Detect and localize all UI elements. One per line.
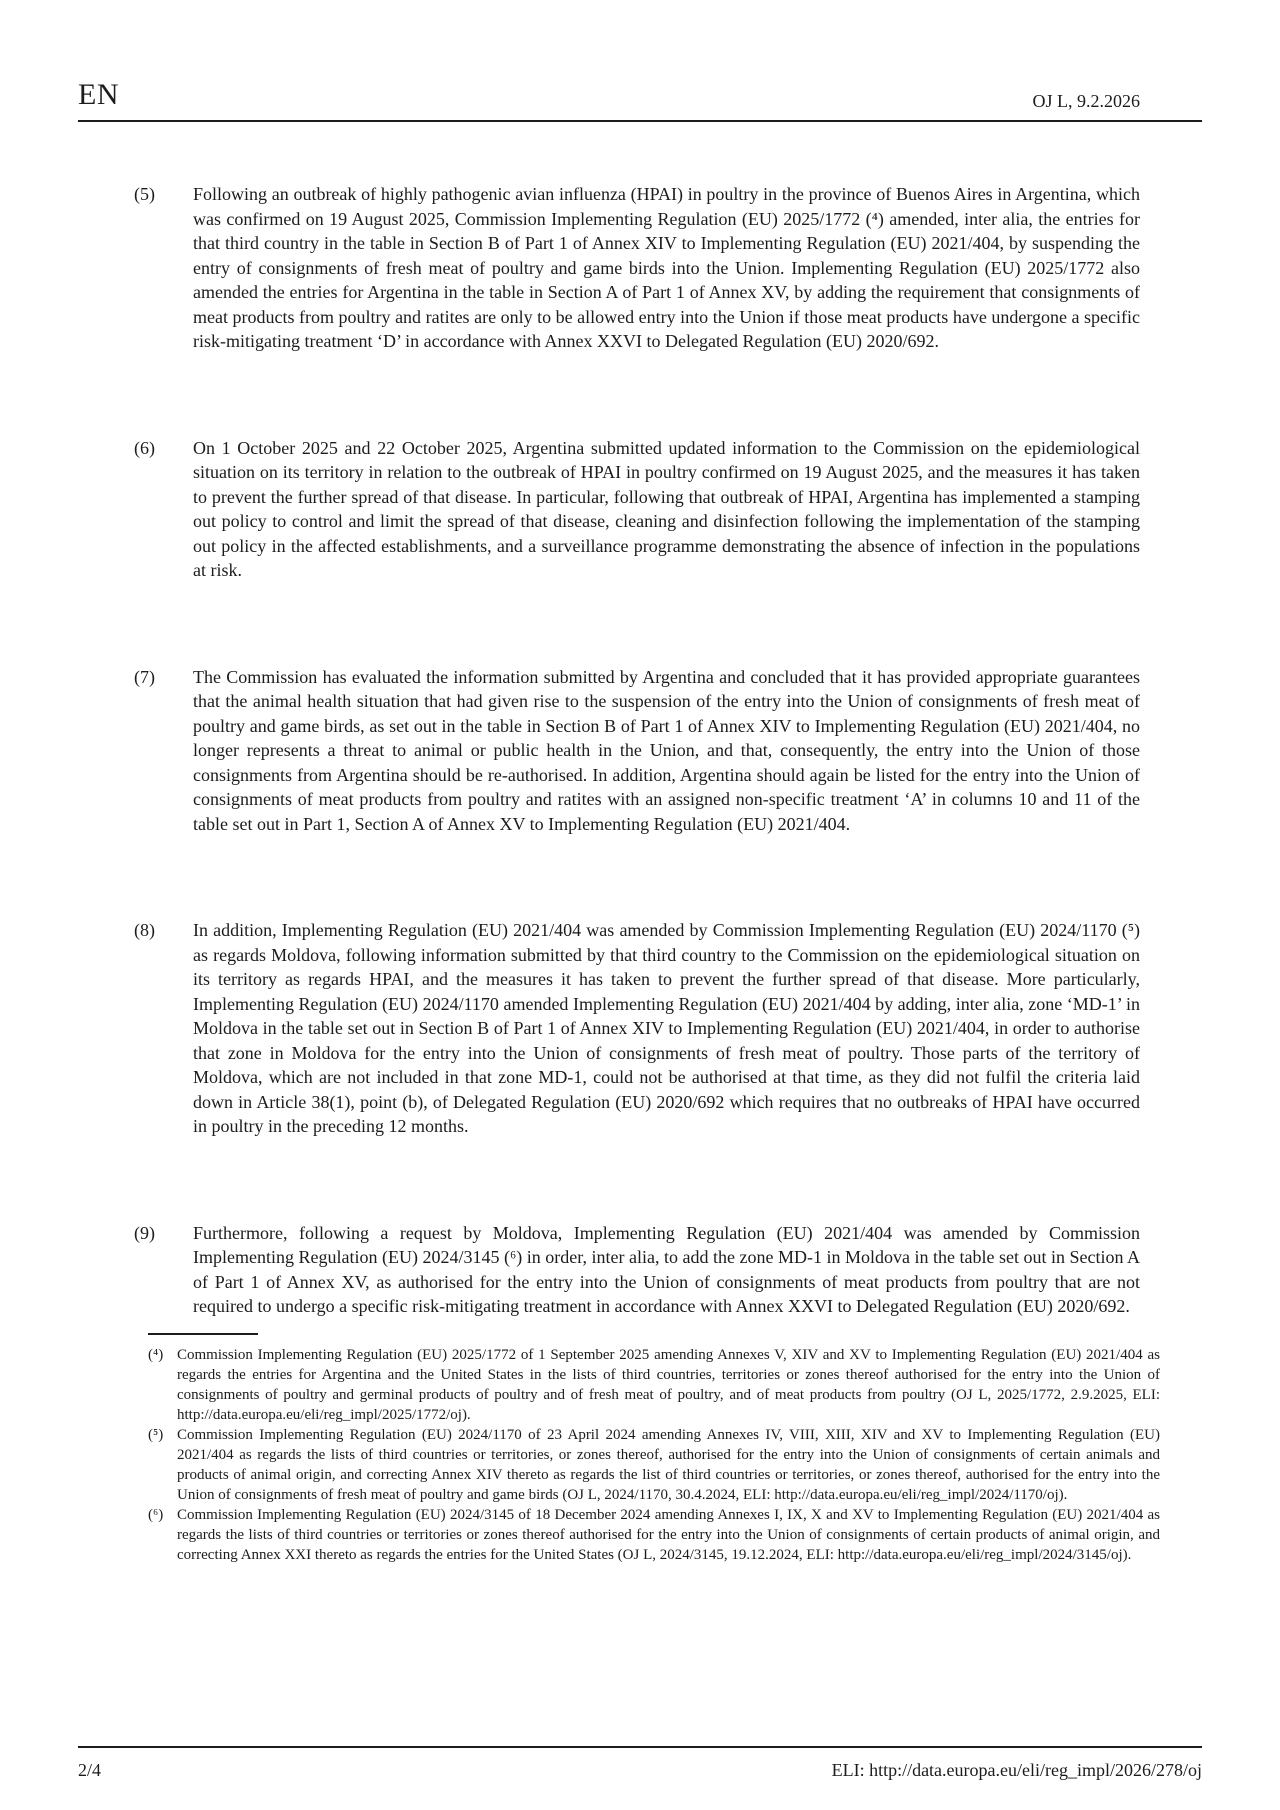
- recital-text-segment: amended, inter alia, the entries for that third country in the table in Section B of Part 1 of Annex XIV to Implementing Regulation (EU) 2021/404, by suspending the entry of consignments of fresh meat of poultry and game birds into the Union. Implementing Regulation (EU) 2025/1772 also amended the entries for Argentina in the table in Section A of Part 1 of Annex XV, by adding the requirement that consignments of meat products from poultry and ratites are only to be allowed entry into the Union if those meat products have undergone a specific risk-mitigating treatment ‘D’ in accordance with Annex XXVI to Delegated Regulation (EU) 2020/692.: [193, 208, 1140, 351]
- recital-number: (9): [134, 1222, 155, 1243]
- recital-text-segment: The Commission has evaluated the information submitted by Argentina and concluded that it has provided appropriate guarantees that the animal health situation that had given rise to the suspension of the entry into the Union of consignments of fresh meat of poultry and game birds, as set out in the table in Section B of Part 1 of Annex XIV to Implementing Regulation (EU) 2021/404, no longer represents a threat to animal or public health in the Union, and that, consequently, the entry into the Union of those consignments from Argentina should be re-authorised. In addition, Argentina should again be listed for the entry into the Union of consignments of meat products from poultry and ratites with an assigned non-specific treatment ‘A’ in columns 10 and 11 of the table set out in Part 1, Section A of Annex XV to Implementing Regulation (EU) 2021/404.: [193, 666, 1140, 834]
- eli-reference: ELI: http://data.europa.eu/eli/reg_impl/2026/278/oj: [831, 1760, 1202, 1780]
- footnote-marker: (⁶): [148, 1506, 164, 1523]
- footnotes: [148, 1333, 1160, 1565]
- page-header: [78, 80, 1202, 110]
- footnote-marker: (⁴): [148, 1346, 164, 1363]
- recital-text: [193, 665, 1140, 837]
- footnote-reference: (⁶): [503, 1247, 523, 1267]
- recital-text: [193, 182, 1140, 354]
- recital-text-segment: Furthermore, following a request by Moldova, Implementing Regulation (EU) 2021/404 was amended by Commission Implementing Regulation (EU) 2024/3145: [193, 1222, 1140, 1267]
- footnote: [148, 1425, 1160, 1505]
- recitals: [134, 182, 1140, 1319]
- recital-text-segment: as regards Moldova, following information submitted by that third country to the Commission on the epidemiological situation on its territory as regards HPAI, and the measures it has taken to prevent the further spread of that disease. More particularly, Implementing Regulation (EU) 2024/1170 amended Implementing Regulation (EU) 2021/404 by adding, inter alia, zone ‘MD-1’ in Moldova in the table set out in Section B of Part 1 of Annex XIV to Implementing Regulation (EU) 2021/404, in order to authorise that zone in Moldova for the entry into the Union of consignments of fresh meat of poultry. Those parts of the territory of Moldova, which are not included in that zone MD-1, could not be authorised at that time, as they did not fulfil the criteria laid down in Article 38(1), point (b), of Delegated Regulation (EU) 2020/692 which requires that no outbreaks of HPAI have occurred in poultry in the preceding 12 months.: [193, 944, 1140, 1136]
- recital: [134, 182, 1140, 354]
- footnote-reference: (⁵): [1121, 920, 1140, 940]
- page-footer: [78, 1746, 1202, 1781]
- footnote-separator-rule: [148, 1333, 258, 1335]
- footnote-reference: (⁴): [865, 208, 884, 229]
- header-issue: OJ L, 9.2.2026: [1032, 91, 1140, 111]
- recital-text-segment: in order, inter alia, to add the zone MD-1 in Moldova in the table set out in Section A of Part 1 of Annex XV, as authorised for the entry into the Union of consignments of meat products from poultry that are not required to undergo a specific risk-mitigating treatment in accordance with Annex XXVI to Delegated Regulation (EU) 2020/692.: [193, 1247, 1140, 1316]
- recital-text: [193, 1221, 1140, 1319]
- footnote: [148, 1345, 1160, 1425]
- footnote-list: [148, 1345, 1160, 1565]
- footnote-text: Commission Implementing Regulation (EU) 2024/1170 of 23 April 2024 amending Annexes IV, VIII, XIII, XIV and XV to Implementing Regulation (EU) 2021/404 as regards the lists of third countries or territories, or zones thereof, authorised for the entry into the Union of consignments of certain animals and products of animal origin, and correcting Annex XIV thereto as regards the list of third countries or territories, or zones thereof, authorised for the entry into the Union of consignments of fresh meat of poultry and game birds (OJ L, 2024/1170, 30.4.2024, ELI: http://data.europa.eu/eli/reg_impl/2024/1170/oj).: [177, 1426, 1160, 1503]
- recital-number: (8): [134, 920, 155, 940]
- footnote-text: Commission Implementing Regulation (EU) 2025/1772 of 1 September 2025 amending Annexes V, XIV and XV to Implementing Regulation (EU) 2021/404 as regards the entries for Argentina and the United States in the lists of third countries, territories or zones thereof authorised for the entry into the Union of consignments of poultry and germinal products of poultry and of fresh meat of poultry, and of meat products from poultry (OJ L, 2025/1772, 2.9.2025, ELI: http://data.europa.eu/eli/reg_impl/2025/1772/oj).: [177, 1346, 1160, 1423]
- recital: [134, 1221, 1140, 1319]
- footnote-text: Commission Implementing Regulation (EU) 2024/3145 of 18 December 2024 amending Annexes I, IX, X and XV to Implementing Regulation (EU) 2021/404 as regards the lists of third countries or territories or zones thereof authorised for the entry into the Union of consignments of certain products of animal origin, and correcting Annex XXI thereto as regards the entries for the United States (OJ L, 2024/3145, 19.12.2024, ELI: http://data.europa.eu/eli/reg_impl/2024/3145/oj).: [177, 1506, 1160, 1563]
- footnote: [148, 1505, 1160, 1565]
- recital-text-segment: Following an outbreak of highly pathogenic avian influenza (HPAI) in poultry in the province of Buenos Aires in Argentina, which was confirmed on 19 August 2025, Commission Implementing Regulation (EU) 2025/1772: [193, 184, 1140, 229]
- recital-number: (7): [134, 666, 155, 687]
- page-number: 2/4: [78, 1760, 102, 1780]
- recital-number: (6): [134, 437, 155, 458]
- recital-text-segment: In addition, Implementing Regulation (EU) 2021/404 was amended by Commission Implementing Regulation (EU) 2024/1170: [193, 920, 1122, 940]
- recital: [134, 665, 1140, 837]
- recital-text: [193, 436, 1140, 583]
- header-language: EN: [78, 78, 119, 111]
- header-rule: [78, 120, 1202, 122]
- recital-text-segment: On 1 October 2025 and 22 October 2025, Argentina submitted updated information to the Commission on the epidemiological situation on its territory in relation to the outbreak of HPAI in poultry confirmed on 19 August 2025, and the measures it has taken to prevent the further spread of that disease. In particular, following that outbreak of HPAI, Argentina has implemented a stamping out policy to control and limit the spread of that disease, cleaning and disinfection following the implementation of the stamping out policy in the affected establishments, and a surveillance programme demonstrating the absence of infection in the populations at risk.: [193, 437, 1140, 580]
- footnote-marker: (⁵): [148, 1426, 164, 1443]
- recital: [134, 436, 1140, 583]
- recital: [134, 918, 1140, 1139]
- recital-number: (5): [134, 184, 155, 204]
- recital-text: [193, 918, 1140, 1139]
